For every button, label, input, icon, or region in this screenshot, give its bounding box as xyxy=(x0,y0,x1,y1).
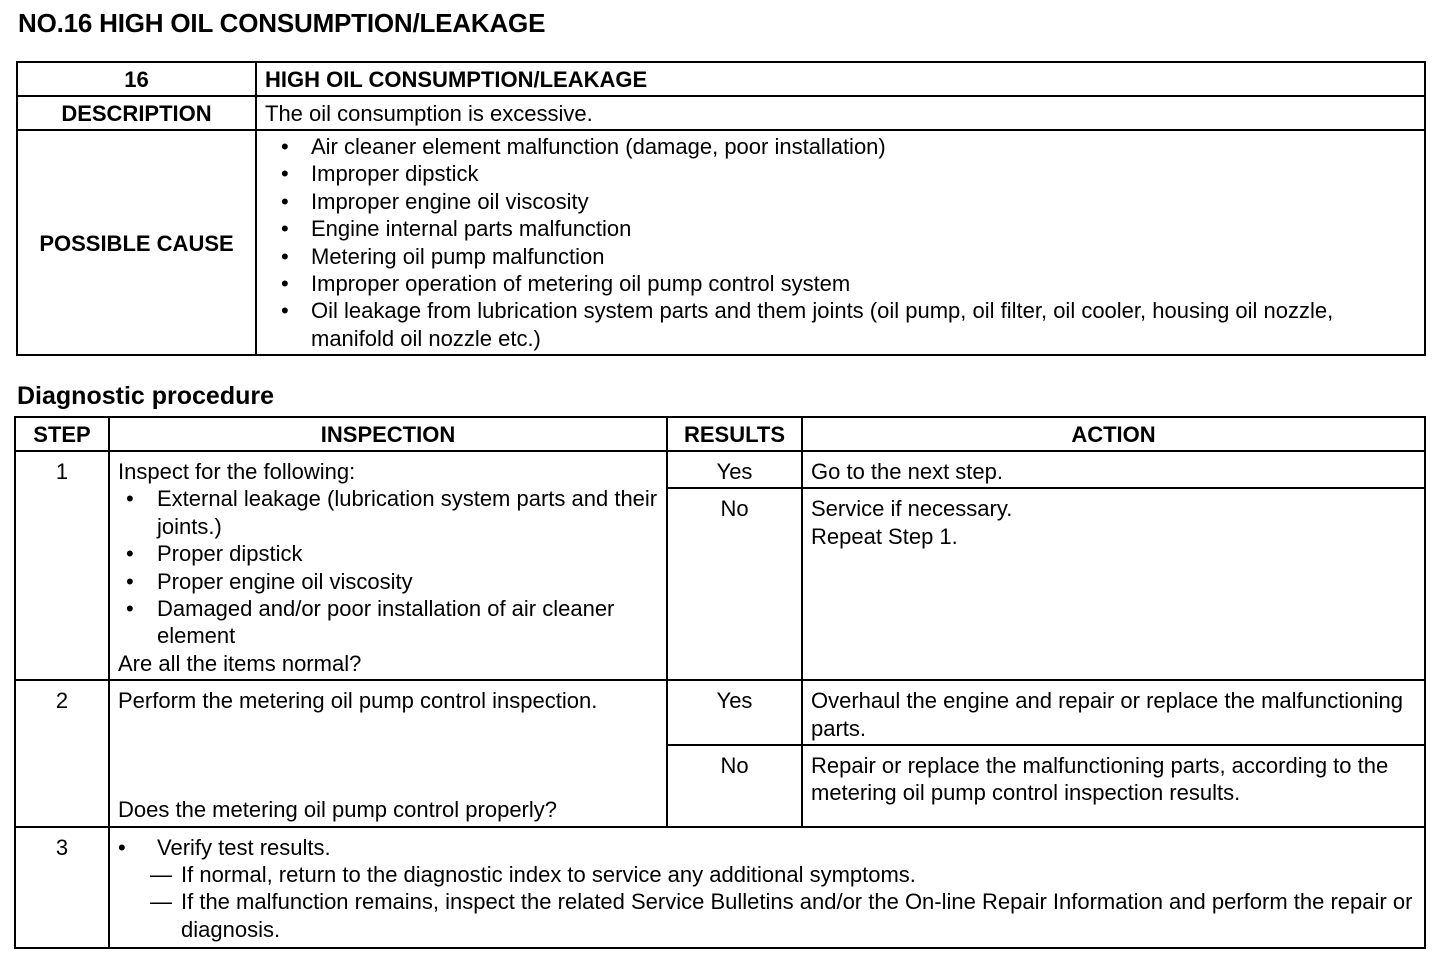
description-row xyxy=(17,96,1425,130)
step1-question: Are all the items normal? xyxy=(118,650,362,676)
step3-number: 3 xyxy=(15,827,109,949)
step2-number: 2 xyxy=(15,680,109,826)
cause-item: • Improper operation of metering oil pump control system xyxy=(281,270,1416,297)
cause-item: • Improper dipstick xyxy=(281,160,1416,187)
step1-item: • Proper dipstick xyxy=(126,540,658,567)
inspection-header: INSPECTION xyxy=(109,417,667,451)
description-text: The oil consumption is excessive. xyxy=(256,96,1425,130)
action-header: ACTION xyxy=(802,417,1425,451)
step2-yes-result: Yes xyxy=(667,680,802,745)
diagnostic-header-row xyxy=(15,417,1425,451)
possible-cause-cell xyxy=(256,130,1425,355)
cause-item: • Improper engine oil viscosity xyxy=(281,188,1416,215)
step2-inspection xyxy=(109,680,667,826)
cause-item: • Oil leakage from lubrication system parts and them joints (oil pump, oil filter, oil cooler, housing oil nozzle, manifold oil nozzle etc.) xyxy=(281,297,1416,352)
step1-no-result: No xyxy=(667,488,802,680)
step1-no-action xyxy=(802,488,1425,680)
step1-item: • External leakage (lubrication system parts and their joints.) xyxy=(126,485,658,540)
step1-item: • Proper engine oil viscosity xyxy=(126,568,658,595)
step-header: STEP xyxy=(15,417,109,451)
step1-yes-result: Yes xyxy=(667,451,802,488)
step2-no-action: Repair or replace the malfunctioning parts, according to the metering oil pump control inspection results. xyxy=(802,745,1425,827)
step1-inspection xyxy=(109,451,667,680)
step1-no-action-line: Repeat Step 1. xyxy=(811,523,958,549)
symptom-number: 16 xyxy=(17,62,256,96)
summary-header-row xyxy=(17,62,1425,96)
step2-yes-row xyxy=(15,680,1425,745)
step1-intro: Inspect for the following: xyxy=(118,459,356,484)
step3-sub-list xyxy=(110,861,1416,943)
step3-sub-item: — If the malfunction remains, inspect the related Service Bulletins and/or the On-line Repair Information and perform the repair or diagnosis. xyxy=(150,888,1416,943)
step2-yes-action: Overhaul the engine and repair or replace the malfunctioning parts. xyxy=(802,680,1425,745)
step1-yes-row xyxy=(15,451,1425,488)
step1-number: 1 xyxy=(15,451,109,680)
possible-cause-label: POSSIBLE CAUSE xyxy=(17,130,256,355)
symptom-title: HIGH OIL CONSUMPTION/LEAKAGE xyxy=(256,62,1425,96)
cause-item: • Metering oil pump malfunction xyxy=(281,243,1416,270)
step3-row xyxy=(15,827,1425,949)
step1-yes-action: Go to the next step. xyxy=(802,451,1425,488)
page-title: NO.16 HIGH OIL CONSUMPTION/LEAKAGE xyxy=(18,8,546,38)
possible-cause-row xyxy=(17,130,1425,355)
step3-sub-item: — If normal, return to the diagnostic index to service any additional symptoms. xyxy=(150,861,1416,888)
step1-no-action-line: Service if necessary. xyxy=(811,496,1013,522)
step3-bullet: • Verify test results. xyxy=(110,834,1416,861)
diagnostic-table xyxy=(14,416,1426,949)
symptom-summary-table xyxy=(16,61,1426,356)
step1-items xyxy=(118,485,658,649)
cause-item: • Engine internal parts malfunction xyxy=(281,215,1416,242)
step1-item: • Damaged and/or poor installation of air cleaner element xyxy=(126,595,658,650)
step2-inspection-text: Perform the metering oil pump control inspection. xyxy=(118,688,598,714)
step2-no-result: No xyxy=(667,745,802,827)
step3-content xyxy=(109,827,1425,949)
results-header: RESULTS xyxy=(667,417,802,451)
description-label: DESCRIPTION xyxy=(17,96,256,130)
step2-question: Does the metering oil pump control properly? xyxy=(118,797,558,823)
cause-item: • Air cleaner element malfunction (damage, poor installation) xyxy=(281,133,1416,160)
possible-cause-list xyxy=(265,133,1416,352)
diagnostic-heading: Diagnostic procedure xyxy=(17,382,274,410)
